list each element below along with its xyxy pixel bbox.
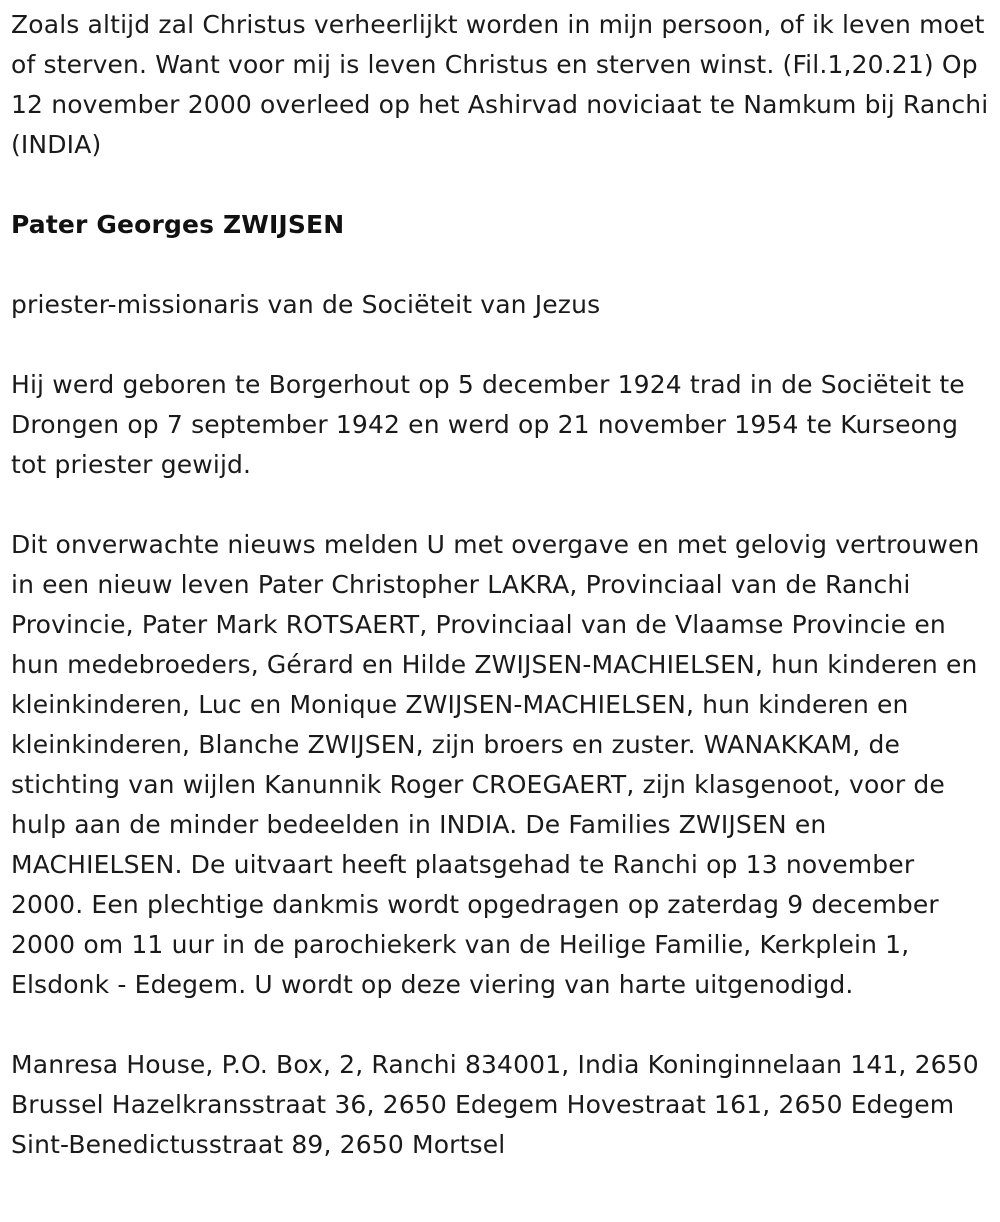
biography-paragraph: Hij werd geboren te Borgerhout op 5 december 1924 trad in de Sociëteit te Drongen op 7 september 1942 en werd op 21 november 1954 te Kurseong tot priester gewijd. bbox=[11, 370, 965, 479]
addresses-paragraph: Manresa House, P.O. Box, 2, Ranchi 834001, India Koninginnelaan 141, 2650 Brussel Hazelkransstraat 36, 2650 Edegem Hovestraat 161, 2650 Edegem Sint-Benedictusstraat 89, 2650 Mortsel bbox=[11, 1050, 979, 1159]
deceased-name: Pater Georges ZWIJSEN bbox=[11, 210, 345, 239]
deceased-title: priester-missionaris van de Sociëteit van Jezus bbox=[11, 290, 601, 319]
announcement-paragraph: Dit onverwachte nieuws melden U met overgave en met gelovig vertrouwen in een nieuw leven Pater Christopher LAKRA, Provinciaal van de Ranchi Provincie, Pater Mark ROTSAERT, Provinciaal van de Vlaamse Provincie en hun medebroeders, Gérard en Hilde ZWIJSEN-MACHIELSEN, hun kinderen en kleinkinderen, Luc en Monique ZWIJSEN-MACHIELSEN, hun kinderen en kleinkinderen, Blanche ZWIJSEN, zijn broers en zuster. WANAKKAM, de stichting van wijlen Kanunnik Roger CROEGAERT, zijn klasgenoot, voor de hulp aan de minder bedeelden in INDIA. De Families ZWIJSEN en MACHIELSEN. De uitvaart heeft plaatsgehad te Ranchi op 13 november 2000. Een plechtige dankmis wordt opgedragen op zaterdag 9 december 2000 om 11 uur in de parochiekerk van de Heilige Familie, Kerkplein 1, Elsdonk - Edegem. U wordt op deze viering van harte uitgenodigd. bbox=[11, 530, 980, 999]
obituary-document bbox=[11, 5, 991, 1165]
intro-paragraph: Zoals altijd zal Christus verheerlijkt worden in mijn persoon, of ik leven moet of sterven. Want voor mij is leven Christus en sterven winst. (Fil.1,20.21) Op 12 november 2000 overleed op het Ashirvad noviciaat te Namkum bij Ranchi (INDIA) bbox=[11, 10, 989, 159]
